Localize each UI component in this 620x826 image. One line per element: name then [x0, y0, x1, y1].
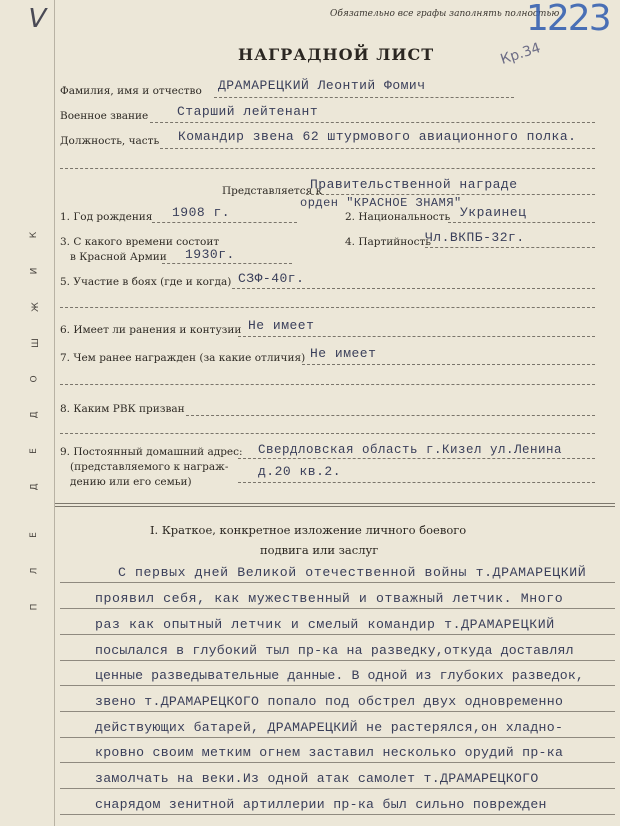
narrative-line: снарядом зенитной артиллерии пр-ка был сильно поврежден: [95, 797, 547, 812]
archive-number: 1223: [526, 0, 610, 39]
narrative-line: проявил себя, как мужественный и отважный летчик. Много: [95, 591, 564, 606]
birth-value: 1908 г.: [172, 205, 231, 220]
section-title-2: подвига или заслуг: [260, 543, 379, 557]
section-title-1: I. Краткое, конкретное изложение личного боевого: [150, 523, 467, 537]
nominated-value-2: орден "КРАСНОЕ ЗНАМЯ": [300, 196, 462, 210]
rank-label: Военное звание: [60, 110, 149, 122]
side-letter: И: [29, 267, 40, 275]
narrative-line: раз как опытный летчик и смелый командир т.ДРАМАРЕЦКИЙ: [95, 617, 555, 632]
margin-check-mark: V: [24, 4, 49, 34]
wounds-label: 6. Имеет ли ранения и контузии: [60, 324, 242, 336]
narrative-line: кровно своим метким огнем заставил несколько орудий пр-ка: [95, 745, 564, 760]
side-letter: Ш: [30, 338, 41, 348]
position-label: Должность, часть: [60, 135, 160, 147]
narrative-line: посылался в глубокий тыл пр-ка на разведку,откуда доставлял: [95, 643, 574, 658]
awards-value: Не имеет: [310, 346, 377, 361]
nominated-value-1: Правительственной награде: [310, 177, 518, 192]
address-value-1: Свердловская область г.Кизел ул.Ленина: [258, 443, 563, 457]
nationality-value: Украинец: [460, 205, 527, 220]
address-label-2: (представляемого к награж-: [70, 461, 229, 473]
form-title: НАГРАДНОЙ ЛИСТ: [238, 45, 435, 64]
position-value: Командир звена 62 штурмового авиационного полка.: [178, 129, 577, 144]
army-since-value: 1930г.: [185, 247, 235, 262]
side-letter: О: [29, 375, 40, 383]
side-letter: Д: [29, 411, 40, 419]
side-letter: К: [29, 231, 40, 239]
nominated-label: Представляется к: [222, 185, 323, 197]
party-value: Чл.ВКПБ-32г.: [425, 230, 525, 245]
birth-label: 1. Год рождения: [60, 211, 153, 223]
battles-value: СЗФ-40г.: [238, 271, 305, 286]
party-label: 4. Партийность: [345, 236, 432, 248]
wounds-value: Не имеет: [248, 318, 315, 333]
side-letter: П: [29, 603, 40, 611]
side-letter: Л: [29, 567, 40, 575]
narrative-line: замолчать на веки.Из одной атак самолет т.ДРАМАРЕЦКОГО: [95, 771, 539, 786]
side-letter: Д: [29, 483, 40, 491]
side-letter: Е: [28, 448, 39, 454]
narrative-line: звено т.ДРАМАРЕЦКОГО попало под обстрел двух одновременно: [95, 694, 564, 709]
narrative-line: действующих батарей, ДРАМАРЕЦКИЙ не растерялся,он хладно-: [95, 720, 564, 735]
battles-label: 5. Участие в боях (где и когда): [60, 276, 232, 288]
nationality-label: 2. Национальность: [345, 211, 451, 223]
narrative-line: ценные разведывательные данные. В одной из глубоких разведок,: [95, 668, 584, 683]
name-label: Фамилия, имя и отчество: [60, 85, 202, 97]
name-value: ДРАМАРЕЦКИЙ Леонтий Фомич: [218, 78, 426, 93]
left-margin-line: [54, 0, 55, 826]
narrative-line: С первых дней Великой отечественной войны т.ДРАМАРЕЦКИЙ: [118, 565, 587, 580]
address-label-3: дению или его семьи): [70, 476, 192, 488]
address-label-1: 9. Постоянный домашний адрес:: [60, 446, 243, 458]
awards-label: 7. Чем ранее награжден (за какие отличия): [60, 352, 306, 364]
army-since-label-1: 3. С какого времени состоит: [60, 236, 220, 248]
army-since-label-2: в Красной Армии: [70, 251, 167, 263]
side-letter: Ж: [30, 302, 41, 312]
pencil-note: Кр.34: [498, 40, 543, 68]
side-letter: Е: [28, 532, 39, 538]
address-value-2: д.20 кв.2.: [258, 464, 342, 479]
rank-value: Старший лейтенант: [177, 104, 319, 119]
rvk-label: 8. Каким РВК призван: [60, 403, 185, 415]
header-note: Обязательно все графы заполнять полностью: [330, 9, 560, 19]
